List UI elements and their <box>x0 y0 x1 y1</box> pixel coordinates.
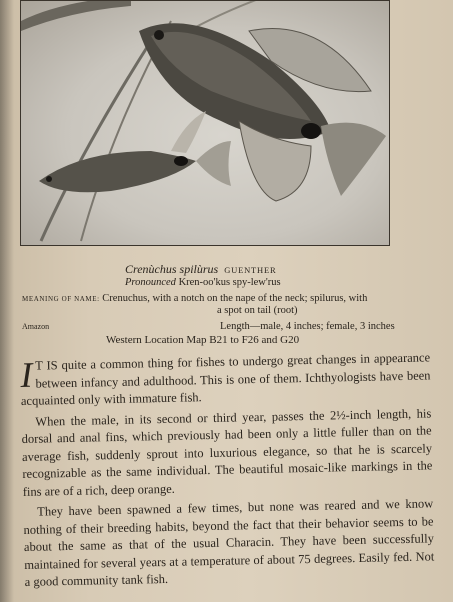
location-map-line: Western Location Map B21 to F26 and G20 <box>106 334 300 346</box>
meaning-label: MEANING OF NAME: <box>22 295 100 303</box>
length-line: Length—male, 4 inches; female, 3 inches <box>220 321 395 332</box>
paragraph-1-text: T IS quite a common thing for fishes to undergo great changes in appearance between infancy and adulthood. This is one of them. Ichthyologists have been acquainted only with immature fish. <box>20 350 431 408</box>
paragraph-1 <box>20 349 431 410</box>
species-name: Crenùchus spilùrus <box>125 262 219 276</box>
fish-photograph <box>20 0 390 246</box>
species-author: GUENTHER <box>224 265 277 275</box>
drop-cap: I <box>19 354 33 395</box>
plant-leaf <box>21 1 131 31</box>
region-label: Amazon <box>22 322 50 331</box>
page-gutter-shadow <box>0 0 14 602</box>
pronunciation-line <box>125 277 281 288</box>
pronounced-value: Kren-oo'kus spy-lew'rus <box>178 277 281 288</box>
meaning-text-1: Crenuchus, with a notch on the nape of the neck; spilurus, with <box>102 293 368 304</box>
meaning-text-2: a spot on tail (root) <box>217 305 298 316</box>
body-text <box>20 349 435 594</box>
paragraph-3: They have been spawned a few times, but none was reared and we know nothing of their breeding habits, beyond the fact that their behavior seems to be about the same as that of the usual Characin. They have been successfully maintained for several years at a temperature of about 75 degrees. Easily fed. Not a good community tank fish. <box>23 496 435 589</box>
plant-stem <box>41 41 151 241</box>
paragraph-2: When the male, in its second or third year, passes the 2½-inch length, his dorsal and anal fins, which previously had been only a little fuller than on the average fish, suddenly sprout into luxurious elegance, so that he is scarcely recognizable as the same individual. The beautiful mosaic-like markings in the fins are of a rich, deep orange. <box>21 405 433 499</box>
small-fish <box>39 111 231 192</box>
species-caption <box>125 262 425 277</box>
pronounced-label: Pronounced <box>125 277 176 288</box>
fish-illustration <box>21 1 389 245</box>
large-fish <box>139 23 386 201</box>
name-meaning <box>22 293 432 316</box>
